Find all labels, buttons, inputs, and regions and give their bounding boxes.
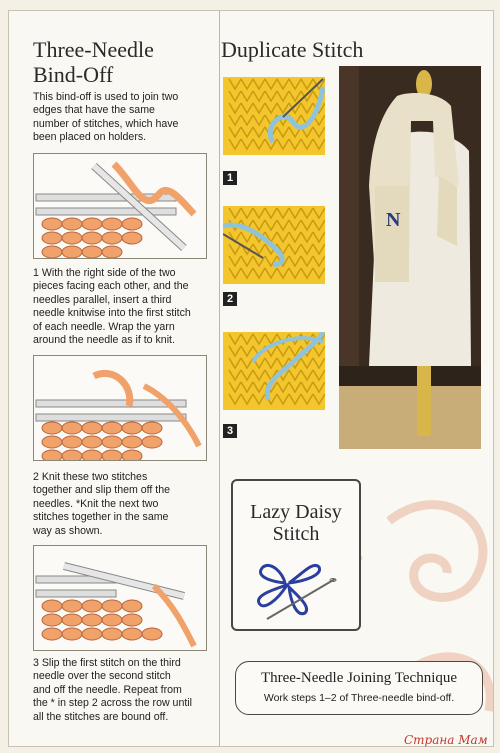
lazy-daisy-card (231, 479, 361, 631)
step3-text (33, 657, 213, 724)
step1-line: needles parallel, insert a third (33, 293, 172, 306)
step2-line: way as shown. (33, 524, 103, 537)
step2-line: stitches together in the same (33, 511, 169, 524)
banner-title: Three-Needle Joining Technique (260, 670, 458, 686)
step3-line: the * in step 2 across the row until (33, 697, 192, 710)
lazy-daisy-title-line-1: Lazy Daisy (250, 501, 342, 523)
step1-illustration (33, 153, 207, 259)
lazy-daisy-title-line-2: Stitch (272, 523, 320, 545)
title-line-2: Bind-Off (33, 62, 114, 87)
intro-line: edges that have the same (33, 104, 155, 117)
lazy-daisy-title (233, 501, 359, 545)
banner-subtitle: Work steps 1–2 of Three-needle bind-off. (263, 692, 455, 704)
intro-line: This bind-off is used to join two (33, 91, 179, 103)
step1-line: of each needle. Wrap the yarn (33, 320, 175, 333)
step3-line: needle over the second stitch (33, 670, 171, 683)
step3-line: 3 Slip the first stitch on the third (33, 657, 181, 669)
duplicate-stitch-swatch-2 (223, 206, 325, 284)
figure-number-1: 1 (223, 171, 237, 185)
step2-illustration (33, 355, 207, 461)
intro-line: number of stitches, which have (33, 117, 179, 130)
step2-line: needles. *Knit the next two (33, 497, 159, 510)
step1-line: pieces facing each other, and the (33, 280, 189, 293)
joining-technique-banner (235, 661, 483, 715)
title-line-1: Three-Needle (33, 37, 154, 62)
step1-line: 1 With the right side of the two (33, 267, 176, 279)
step1-line: needle knitwise into the first stitch (33, 307, 191, 320)
step3-line: all the stitches are bound off. (33, 710, 169, 723)
step3-illustration (33, 545, 207, 651)
intro-paragraph (33, 91, 213, 145)
duplicate-stitch-swatch-1 (223, 77, 325, 155)
watermark: Страна Мам (404, 733, 488, 747)
step1-line: around the needle as if to knit. (33, 334, 175, 347)
scarf-photo (339, 66, 481, 449)
intro-line: been placed on holders. (33, 131, 147, 144)
step3-line: and off the needle. Repeat from (33, 683, 182, 696)
page (8, 10, 494, 747)
column-divider (219, 11, 220, 746)
step1-text (33, 267, 213, 347)
lazy-daisy-icon (247, 553, 347, 623)
scarf-letter: N (386, 209, 401, 231)
page-title-duplicate-stitch: Duplicate Stitch (221, 37, 364, 62)
step2-line: together and slip them off the (33, 484, 171, 497)
step2-line: 2 Knit these two stitches (33, 471, 148, 483)
figure-number-2: 2 (223, 292, 237, 306)
step2-text (33, 471, 213, 538)
page-title-three-needle (33, 37, 213, 87)
figure-number-3: 3 (223, 424, 237, 438)
duplicate-stitch-swatch-3 (223, 332, 325, 410)
